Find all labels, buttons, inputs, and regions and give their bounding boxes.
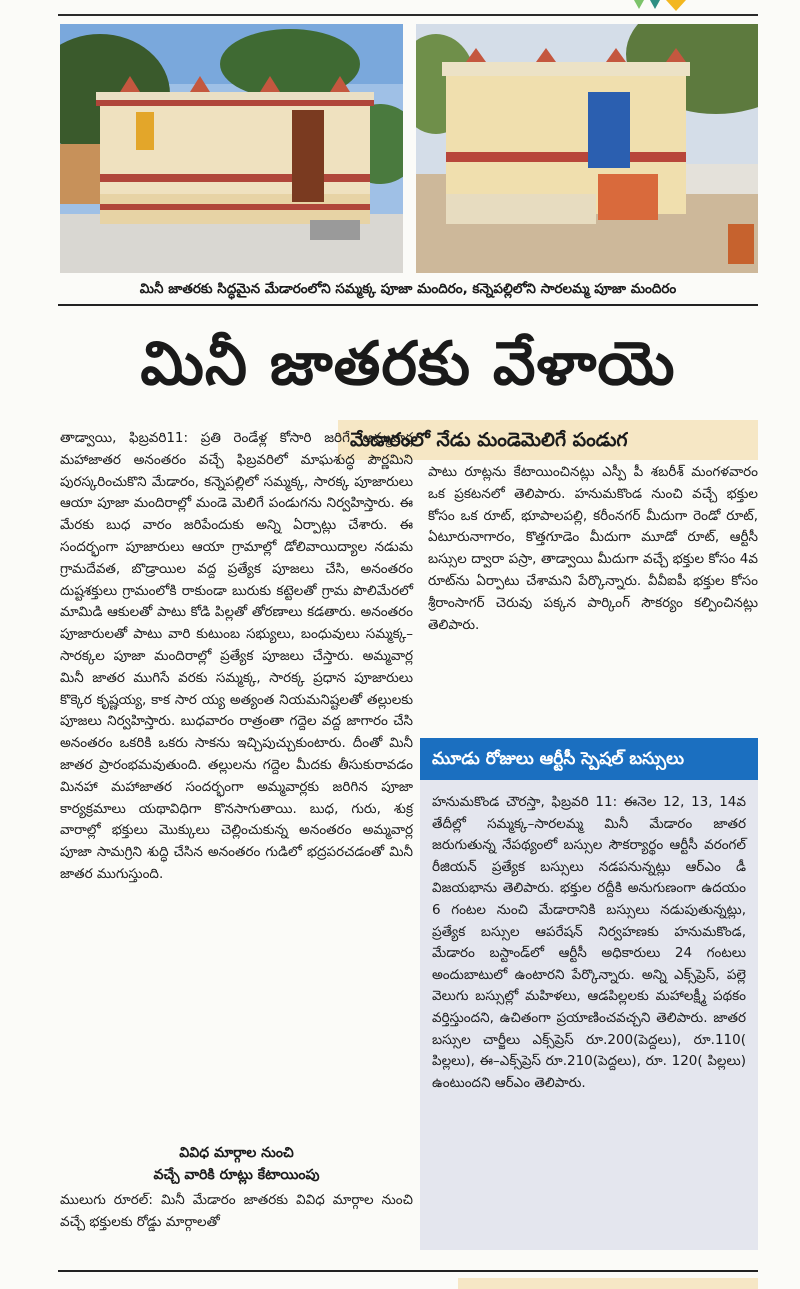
bus-story-body [432,792,746,1094]
routes-story-continued [428,462,758,636]
main-story-body [60,428,413,886]
sammakka-temple-photo [60,24,403,273]
routes-story-body [60,1190,413,1234]
routes-subhead-line1: వివిధ మార్గాల నుంచి [179,1145,294,1161]
next-article-cut [58,1262,758,1289]
page-title: మినీ జాతరకు వేళాయె [140,329,676,399]
saralamma-temple-photo [416,24,758,273]
top-rule [58,14,758,16]
routes-subhead-line2: వచ్చే వారికి రూట్లు కేటాయింపు [153,1167,320,1183]
routes-story-text: ములుగు రూరల్: మినీ మేడారం జాతరకు వివిధ మార్గాల నుంచి వచ్చే భక్తులకు రోడ్డు మార్గాలతో [60,1192,413,1230]
routes-subhead [60,1142,413,1186]
bus-kicker: మూడు రోజులు ఆర్టీసీ స్పెషల్ బస్సులు [420,738,758,780]
bus-story-box [420,780,758,1250]
festival-kicker: మేడారంలో నేడు మండెమెలిగే పండుగ [338,420,758,460]
logo-leaf-icon [648,0,662,12]
caption-rule [58,304,758,306]
main-story-text: తాడ్వాయి, ఫిబ్రవరి11: ప్రతి రెండేళ్ల కోసారి జరిగే అమ్మవార్ల మహాజాతర అనంతరం వచ్చే ఫిబ్రవరిలో మాఘశుద్ధ పౌర్ణమిని పురస్కరించుకొని మేడారం, కన్నెపల్లిలో సమ్మక్క, సారక్క పూజారులు ఆయా పూజా మందిరాల్లో మండె మెలిగే పండుగను నిర్వహిస్తారు. ఈ మేరకు బుధ వారం జరిపేందుకు అన్ని ఏర్పాట్లు చేశారు. ఈ సందర్భంగా పూజారులు ఆయా గ్రామాల్లో డోలివాయిద్యాల నడుమ గ్రామదేవత, బొడ్రాయిల వద్ద ప్రత్యేక పూజలు చేసి, అనంతరం దుష్టశక్తులు గ్రామంలోకి రాకుండా బురుకు కట్టెలతో గ్రామ పొలిమేరలో మామిడి ఆకులతో పాటు కోడి పిల్లతో తోరణాలు కడతారు. అనంతరం పూజారులతో పాటు వారి కుటుంబ సభ్యులు, బంధువులు సమ్మక్క–సారక్కల పూజా మందిరాల్లో ప్రత్యేక పూజలు చేస్తారు. అమ్మవార్ల మినీ జాతర ముగిసే వరకు సమ్మక్క, సారక్క ప్రధాన పూజారులు కొక్కెర కృష్ణయ్య, కాక సార య్య అత్యంత నియమనిష్టలతో తల్లులకు పూజలు నిర్వహిస్తారు. బుధవారం రాత్రంతా గద్దెల వద్ద జాగారం చేసి అనంతరం ఒకరికి ఒకరు సాకను ఇచ్చిపుచ్చుకుంటారు. దీంతో మినీ జాతర ప్రారంభమవుతుంది. తల్లులను గద్దెల మీదకు తీసుకురావడం మినహా మహాజాతర సందర్భంగా అమ్మవార్లకు జరిగిన పూజా కార్యక్రమాలు యథావిధిగా కొనసాగుతాయి. బుధ, గురు, శుక్ర వారాల్లో భక్తులు మొక్కులు చెల్లించుకున్న అనంతరం అమ్మవార్ల పూజా సామగ్రిని శుద్ధి చేసిన అనంతరం గుడిలో భద్రపరచడంతో మినీ జాతర ముగుస్తుంది. [60,430,414,882]
logo-leaf-icon [664,0,688,12]
logo-leaf-icon [632,0,646,12]
bus-story-text: హనుమకొండ చౌరస్తా, ఫిబ్రవరి 11: ఈనెల 12, 13, 14వ తేదీల్లో సమ్మక్క–సారలమ్మ మినీ మేడారం జాతర జరుగుతున్న నేపథ్యంలో బస్సుల సౌకర్యార్థం ఆర్టీసీ వరంగల్ రీజియన్ ప్రత్యేక బస్సులు నడపనున్నట్లు ఆర్‌ఎం డీ విజయభాను తెలిపారు. భక్తుల రద్దీకి అనుగుణంగా ఉదయం 6 గంటల నుంచి మేడారానికి బస్సులు నడుపుతున్నట్లు, ప్రత్యేక బస్సుల ఆపరేషన్ నిర్వహణకు హనుమకొండ, మేడారం బస్టాండ్‌లో ఆర్టీసీ అధికారులు 24 గంటలు అందుబాటులో ఉంటారని పేర్కొన్నారు. అన్ని ఎక్స్‌ప్రెస్, పల్లె వెలుగు బస్సుల్లో మహిళలు, ఆడపిల్లలకు మహాలక్ష్మీ పథకం వర్తిస్తుందని, ఉచితంగా ప్రయాణించవచ్చని తెలిపారు. జాతర బస్సుల చార్జీలు ఎక్స్‌ప్రెస్ రూ.200(పెద్దలు), రూ.110( పిల్లలు), ఈ–ఎక్స్‌ప్రెస్ రూ.210(పెద్దలు), రూ. 120( పిల్లలు) ఉంటుందని ఆర్‌ఎం తెలిపారు. [432,794,746,1091]
photo-caption: మినీ జాతరకు సిద్ధమైన మేడారంలోని సమ్మక్క పూజా మందిరం, కన్నెపల్లిలోని సారలమ్మ పూజా మందిరం [139,281,677,297]
routes-story-continued-text: పాటు రూట్లను కేటాయించినట్లు ఎస్పీ పీ శబరీశ్ మంగళవారం ఒక ప్రకటనలో తెలిపారు. హనుమకొండ నుంచి వచ్చే భక్తుల కోసం ఒక రూట్, భూపాలపల్లి, కరీంనగర్ మీదుగా రెండో రూట్, ఏటూరునాగారం, కొత్తగూడెం మీదుగా మూడో రూట్, ఆర్టీసీ బస్సుల ద్వారా పస్రా, తాడ్వాయి మీదుగా వచ్చే భక్తుల కోసం 4వ రూట్‌ను ఏర్పాటు చేశామని పేర్కొన్నారు. వీవీఐపీ భక్తుల కోసం శ్రీరాంసాగర్ చెరువు పక్కన పార్కింగ్ సౌకర్యం కల్పించినట్లు తెలిపారు. [428,464,758,633]
